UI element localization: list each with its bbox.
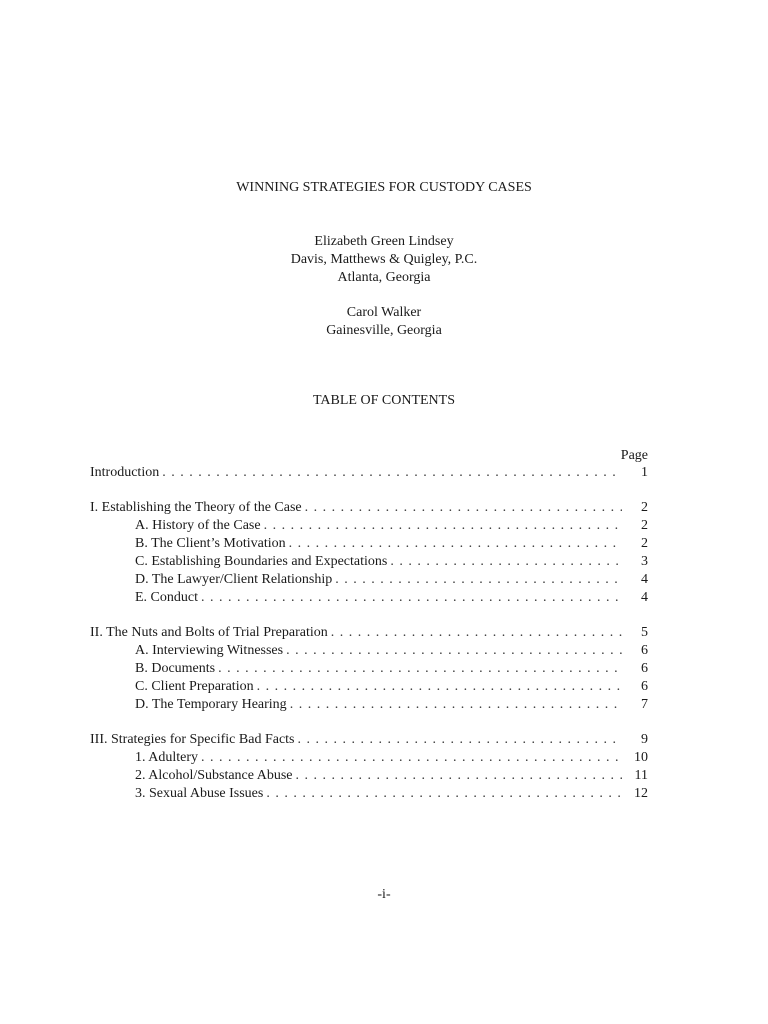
toc-entry-label: 1. Adultery	[135, 750, 198, 765]
toc-entry-page: 2	[641, 536, 648, 551]
toc-subentry	[90, 749, 648, 767]
toc-entry	[90, 464, 648, 482]
dot-leader	[201, 749, 622, 767]
toc-section	[90, 624, 648, 714]
dot-leader	[286, 642, 622, 660]
toc-entry-page: 10	[634, 750, 648, 765]
dot-leader	[162, 464, 622, 482]
author-name: Elizabeth Green Lindsey	[314, 234, 454, 249]
toc-entry-label: E. Conduct	[135, 590, 198, 605]
toc-entry	[90, 731, 648, 749]
dot-leader	[298, 731, 623, 749]
toc-subentry	[90, 767, 648, 785]
toc-entry	[90, 499, 648, 517]
toc-entry-label: I. Establishing the Theory of the Case	[90, 500, 302, 515]
toc-subentry	[90, 553, 648, 571]
author-location: Atlanta, Georgia	[337, 270, 431, 285]
dot-leader	[266, 785, 622, 803]
document-title: WINNING STRATEGIES FOR CUSTODY CASES	[236, 180, 532, 195]
dot-leader	[290, 696, 622, 714]
dot-leader	[264, 517, 622, 535]
dot-leader	[289, 535, 622, 553]
dot-leader	[296, 767, 623, 785]
dot-leader	[257, 678, 622, 696]
toc-subentry	[90, 785, 648, 803]
toc-entry-label: III. Strategies for Specific Bad Facts	[90, 732, 295, 747]
toc-entry	[90, 624, 648, 642]
toc-entry-page: 4	[641, 590, 648, 605]
toc-entry-page: 2	[641, 500, 648, 515]
toc-subentry	[90, 660, 648, 678]
toc-entry-page: 9	[641, 732, 648, 747]
toc-entry-label: D. The Lawyer/Client Relationship	[135, 572, 333, 587]
dot-leader	[390, 553, 622, 571]
toc-entry-label: C. Establishing Boundaries and Expectations	[135, 554, 388, 569]
author-name: Carol Walker	[346, 305, 422, 320]
toc-entry-page: 5	[641, 625, 648, 640]
toc-subentry	[90, 571, 648, 589]
dot-leader	[335, 571, 622, 589]
toc-entry-page: 3	[641, 554, 648, 569]
toc-entry-page: 2	[641, 518, 648, 533]
toc-entry-page: 6	[641, 643, 648, 658]
toc-subentry	[90, 535, 648, 553]
toc-entry-label: B. Documents	[135, 661, 216, 676]
toc-heading: TABLE OF CONTENTS	[313, 393, 455, 408]
toc-entry-label: 2. Alcohol/Substance Abuse	[135, 768, 293, 783]
author-block-2	[0, 304, 768, 340]
toc-entry-label: II. The Nuts and Bolts of Trial Preparation	[90, 625, 328, 640]
toc-entry-page: 7	[641, 697, 648, 712]
author-block-1	[0, 233, 768, 287]
dot-leader	[331, 624, 622, 642]
toc-entry-label: A. Interviewing Witnesses	[135, 643, 284, 658]
toc-entry-label: 3. Sexual Abuse Issues	[135, 786, 264, 801]
toc-subentry	[90, 642, 648, 660]
toc-entry-page: 6	[641, 679, 648, 694]
toc-entry-page: 12	[634, 786, 648, 801]
toc-entry-label: Introduction	[90, 465, 160, 480]
toc-section	[90, 731, 648, 803]
author-firm: Davis, Matthews & Quigley, P.C.	[290, 252, 478, 267]
toc-entry-page: 4	[641, 572, 648, 587]
toc-entry-page: 11	[634, 768, 648, 783]
toc-entry-label: B. The Client’s Motivation	[135, 536, 286, 551]
toc-subentry	[90, 589, 648, 607]
dot-leader	[218, 660, 622, 678]
page-column-label: Page	[620, 448, 648, 463]
table-of-contents	[90, 464, 648, 820]
toc-subentry	[90, 517, 648, 535]
toc-section	[90, 499, 648, 607]
dot-leader	[201, 589, 622, 607]
toc-entry-label: A. History of the Case	[135, 518, 261, 533]
author-location: Gainesville, Georgia	[326, 323, 442, 338]
toc-entry-label: D. The Temporary Hearing	[135, 697, 287, 712]
footer-page-number: -i-	[377, 887, 391, 902]
toc-subentry	[90, 696, 648, 714]
toc-entry-label: C. Client Preparation	[135, 679, 254, 694]
toc-subentry	[90, 678, 648, 696]
dot-leader	[305, 499, 622, 517]
toc-entry-page: 1	[641, 465, 648, 480]
toc-section	[90, 464, 648, 482]
toc-entry-page: 6	[641, 661, 648, 676]
